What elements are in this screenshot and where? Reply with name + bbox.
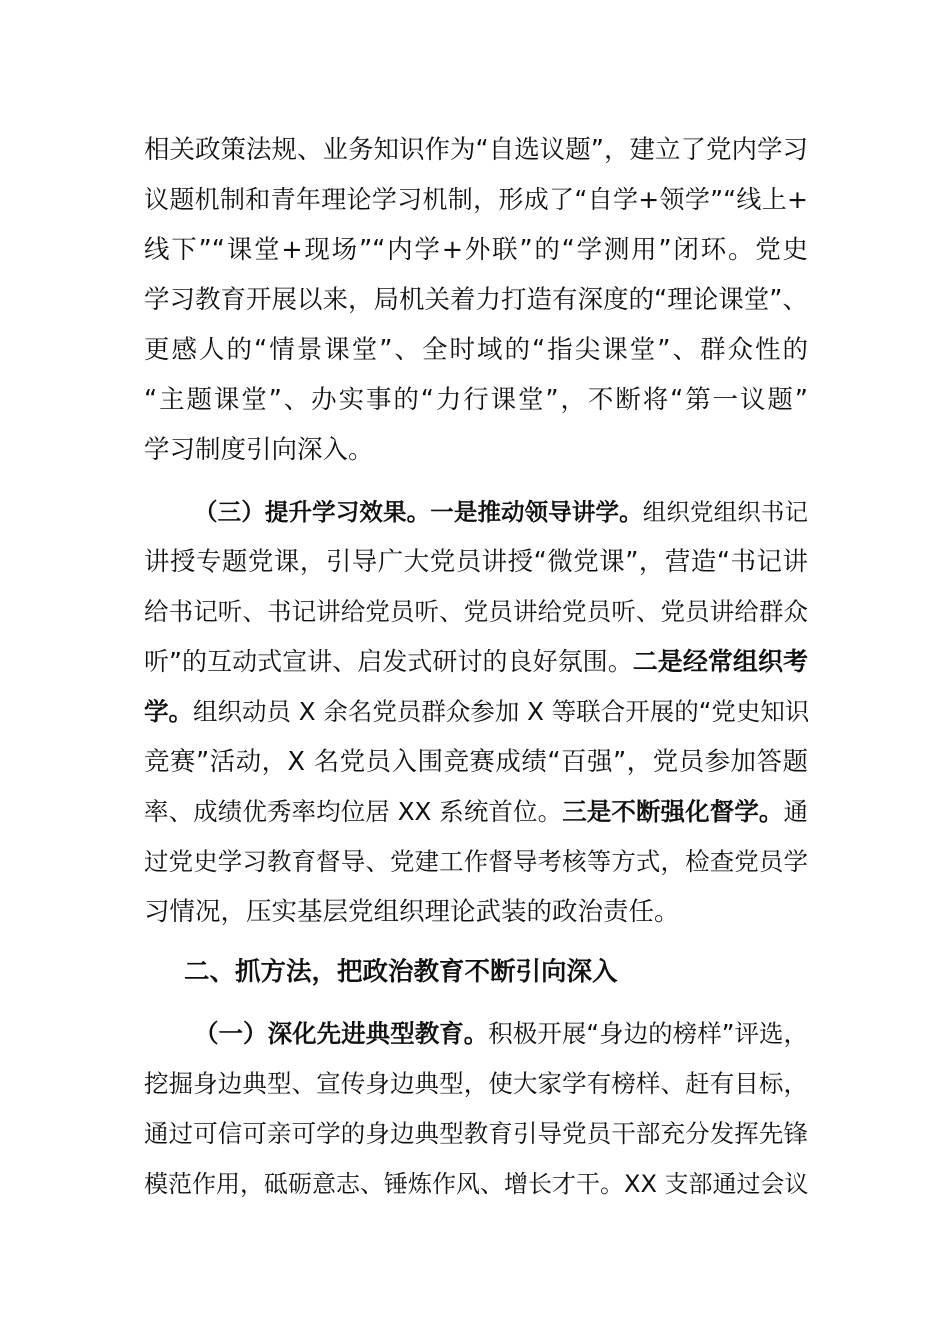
paragraph-1-line-7: 学习制度引向深入。 <box>144 435 374 465</box>
subsection-heading-3: （三）提升学习效果。一是推动领导讲学。 <box>194 498 643 526</box>
paragraph-2-line-7: 率、成绩优秀率均位居 XX 系统首位。三是不断强化督学。通 <box>144 797 808 826</box>
paragraph-2-line-8: 过党史学习教育督导、党建工作督导考核等方式，检查党员学 <box>144 847 808 876</box>
paragraph-3-line-3: 通过可信可亲可学的身边典型教育引导党员干部充分发挥先锋 <box>144 1119 808 1148</box>
paragraph-3-line-1: （一）深化先进典型教育。积极开展“身边的榜样”评选， <box>194 1019 808 1048</box>
paragraph-2-line-9: 习情况，压实基层党组织理论武装的政治责任。 <box>144 897 680 927</box>
paragraph-1-line-6: “主题课堂”、办实事的“力行课堂”，不断将“第一议题” <box>144 385 808 415</box>
paragraph-2-line-6: 竞赛”活动，X 名党员入围竞赛成绩“百强”，党员参加答题 <box>144 747 808 777</box>
paragraph-1-line-4: 学习教育开展以来，局机关着力打造有深度的“理论课堂”、 <box>144 285 808 315</box>
paragraph-2-line-3: 给书记听、书记讲给党员听、党员讲给党员听、党员讲给群众 <box>144 597 808 626</box>
subsection-heading-1: （一）深化先进典型教育。 <box>194 1019 489 1048</box>
paragraph-2-line-4: 听”的互动式宣讲、启发式研讨的良好氛围。二是经常组织考 <box>144 647 808 676</box>
paragraph-1-line-5: 更感人的“情景课堂”、全时域的“指尖课堂”、群众性的 <box>144 335 808 365</box>
paragraph-1-line-1: 相关政策法规、业务知识作为“自选议题”，建立了党内学习 <box>144 135 808 165</box>
paragraph-2-line-1: （三）提升学习效果。一是推动领导讲学。组织党组织书记 <box>194 498 809 526</box>
section-heading-2: 二、抓方法，把政治教育不断引向深入 <box>184 957 618 987</box>
paragraph-2-line-5: 学。组织动员 X 余名党员群众参加 X 等联合开展的“党史知识 <box>144 697 810 726</box>
paragraph-2-line-2: 讲授专题党课，引导广大党员讲授“微党课”，营造“书记讲 <box>144 547 808 577</box>
paragraph-3-line-4: 模范作用，砥砺意志、锤炼作风、增长才干。XX 支部通过会议 <box>144 1170 809 1198</box>
paragraph-1-line-2: 议题机制和青年理论学习机制，形成了“自学+领学”“线上+ <box>144 185 808 214</box>
paragraph-3-line-2: 挖掘身边典型、宣传身边典型，使大家学有榜样、赶有目标， <box>144 1069 808 1098</box>
paragraph-1-line-3: 线下”“课堂+现场”“内学+外联”的“学测用”闭环。党史 <box>144 235 808 265</box>
